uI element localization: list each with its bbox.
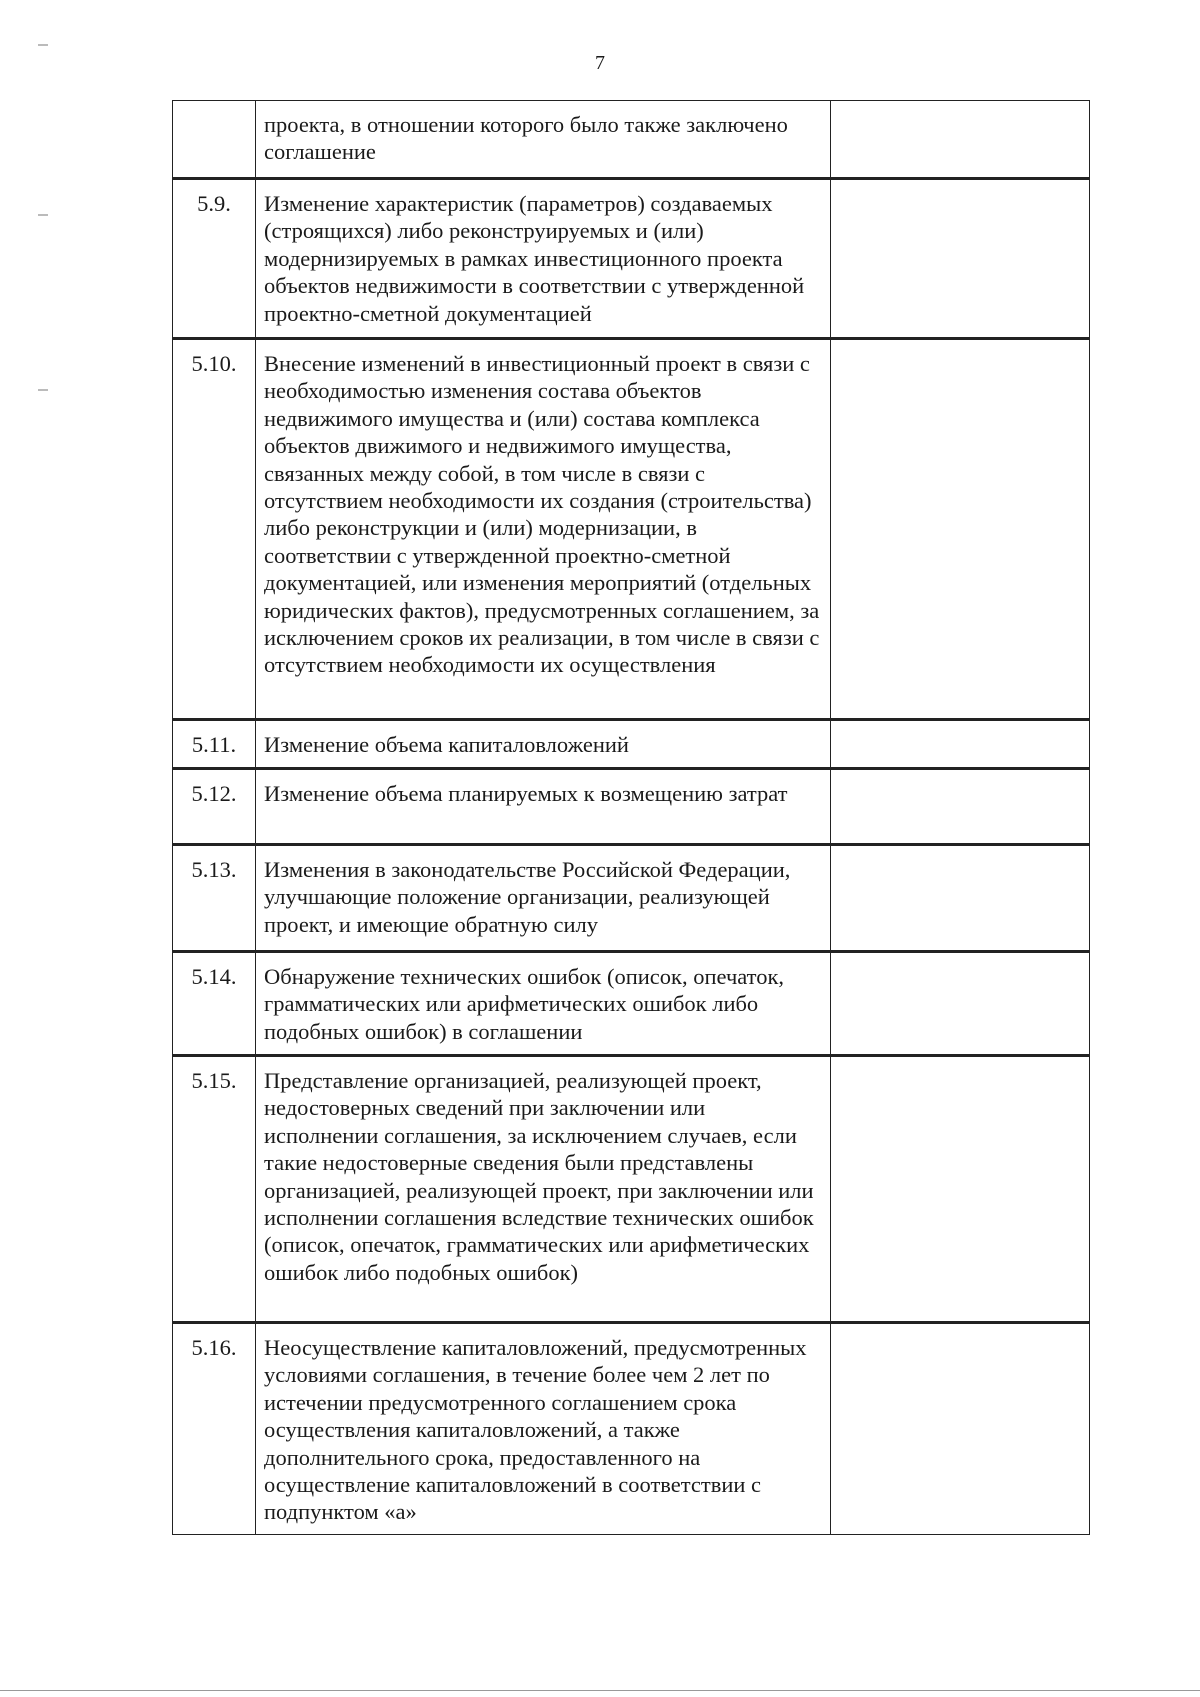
table-row: [173, 1323, 1090, 1535]
table-row: [173, 339, 1090, 720]
row-value-cell: [831, 179, 1090, 339]
row-value-cell: [831, 1323, 1090, 1535]
row-number: 5.11.: [173, 720, 256, 769]
row-value-cell: [831, 339, 1090, 720]
row-value-cell: [831, 769, 1090, 845]
row-text: Изменение объема планируемых к возмещению затрат: [256, 769, 831, 845]
row-text: Изменение объема капиталовложений: [256, 720, 831, 769]
table-body: [173, 101, 1090, 1535]
row-number: 5.14.: [173, 952, 256, 1056]
row-text: Представление организацией, реализующей проект, недостоверных сведений при заключении или исполнении соглашения, за исключением случаев, если такие недостоверные сведения были представлены организацией, реализующей проект, при заключении или исполнении соглашения вследствие технических ошибок (описок, опечаток, грамматических или арифметических ошибок либо подобных ошибок): [256, 1056, 831, 1323]
document-table: [172, 100, 1090, 1535]
row-text: Изменения в законодательстве Российской Федерации, улучшающие положение организации, реализующей проект, и имеющие обратную силу: [256, 845, 831, 952]
row-number: 5.12.: [173, 769, 256, 845]
row-value-cell: [831, 720, 1090, 769]
scan-margin-mark: [38, 214, 48, 216]
row-number: 5.16.: [173, 1323, 256, 1535]
row-text: Изменение характеристик (параметров) создаваемых (строящихся) либо реконструируемых и (или) модернизируемых в рамках инвестиционного проекта объектов недвижимости в соответствии с утвержденной проектно-сметной документацией: [256, 179, 831, 339]
page-number: 7: [595, 52, 605, 74]
row-value-cell: [831, 845, 1090, 952]
table-row: [173, 179, 1090, 339]
row-text: Неосуществление капиталовложений, предусмотренных условиями соглашения, в течение более чем 2 лет по истечении предусмотренного соглашением срока осуществления капиталовложений, а также дополнительного срока, предоставленного на осуществление капиталовложений в соответствии с подпунктом «а»: [256, 1323, 831, 1535]
row-number: 5.9.: [173, 179, 256, 339]
row-text: Внесение изменений в инвестиционный проект в связи с необходимостью изменения состава объектов недвижимого имущества и (или) состава комплекса объектов движимого и недвижимого имущества, связанных между собой, в том числе в связи с отсутствием необходимости их создания (строительства) либо реконструкции и (или) модернизации, в соответствии с утвержденной проектно-сметной документацией, или изменения мероприятий (отдельных юридических фактов), предусмотренных соглашением, за исключением сроков их реализации, в том числе в связи с отсутствием необходимости их осуществления: [256, 339, 831, 720]
scan-bottom-edge: [0, 1690, 1200, 1691]
table-row: [173, 845, 1090, 952]
table-row: [173, 769, 1090, 845]
row-number: [173, 101, 256, 179]
row-text: проекта, в отношении которого было также заключено соглашение: [256, 101, 831, 179]
table-row: [173, 720, 1090, 769]
table-row: [173, 101, 1090, 179]
row-value-cell: [831, 1056, 1090, 1323]
scan-margin-mark: [38, 389, 48, 391]
row-number: 5.13.: [173, 845, 256, 952]
row-value-cell: [831, 952, 1090, 1056]
table-row: [173, 952, 1090, 1056]
row-value-cell: [831, 101, 1090, 179]
scan-margin-mark: [38, 44, 48, 46]
row-text: Обнаружение технических ошибок (описок, опечаток, грамматических или арифметических ошибок либо подобных ошибок) в соглашении: [256, 952, 831, 1056]
row-number: 5.15.: [173, 1056, 256, 1323]
table-row: [173, 1056, 1090, 1323]
row-number: 5.10.: [173, 339, 256, 720]
